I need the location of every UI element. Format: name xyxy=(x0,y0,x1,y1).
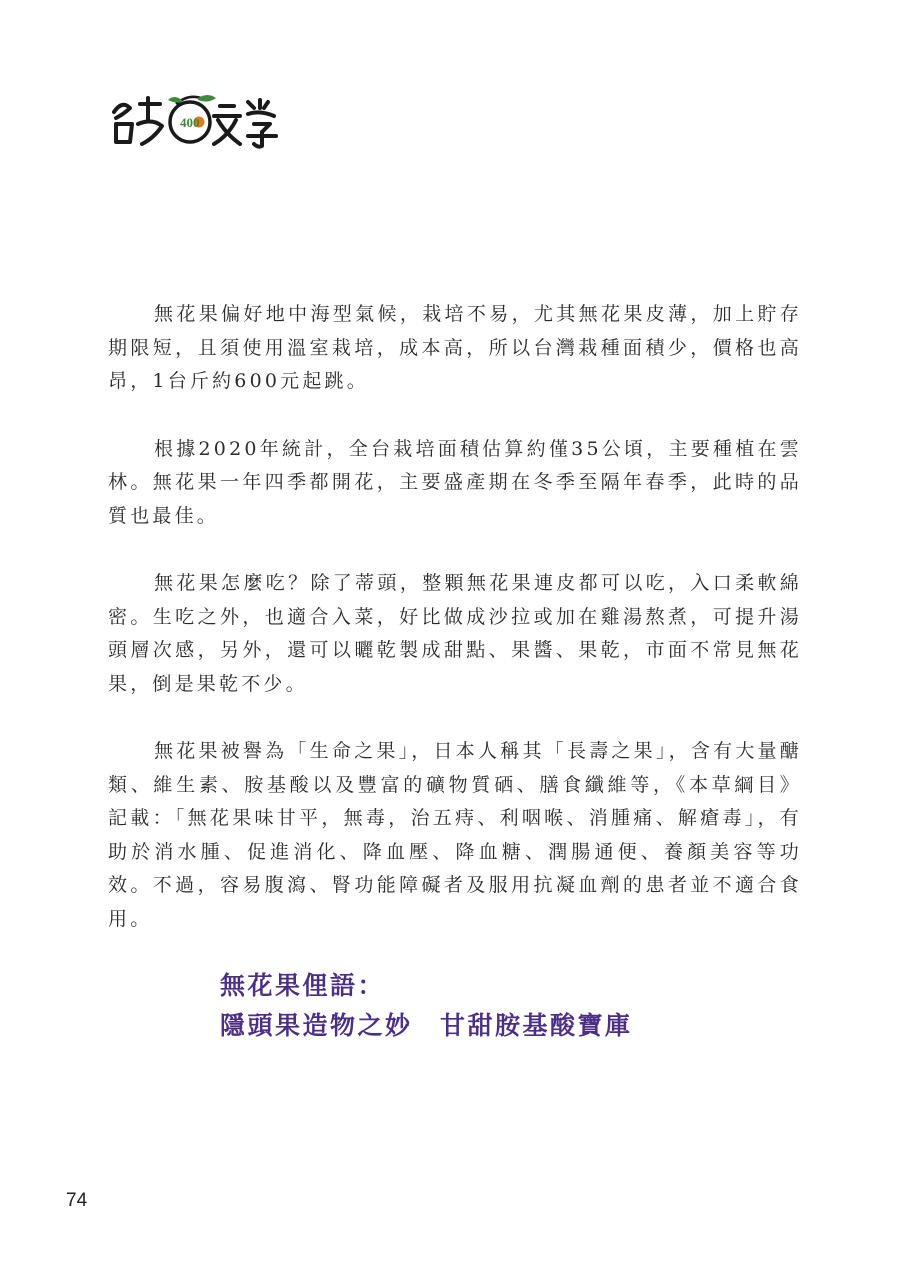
paragraph-climate-price: 無花果偏好地中海型氣候，栽培不易，尤其無花果皮薄，加上貯存期限短，且須使用溫室栽培，成本高，所以台灣栽種面積少，價格也高昂，1台斤約600元起跳。 xyxy=(108,303,802,392)
paragraph-how-to-eat: 無花果怎麼吃？除了蒂頭，整顆無花果連皮都可以吃，入口柔軟綿密。生吃之外，也適合入菜，好比做成沙拉或加在雞湯熬煮，可提升湯頭層次感，另外，還可以曬乾製成甜點、果醬、果乾，市面不常見無花果，倒是果乾不少。 xyxy=(108,572,802,695)
book-logo xyxy=(108,90,283,152)
paragraph-cultivation-area: 根據2020年統計，全台栽培面積估算約僅35公頃，主要種植在雲林。無花果一年四季都開花，主要盛產期在冬季至隔年春季，此時的品質也最佳。 xyxy=(108,437,802,527)
saying-text: 隱頭果造物之妙 甘甜胺基酸寶庫 xyxy=(220,1011,633,1040)
fig-saying xyxy=(220,966,633,1046)
saying-title: 無花果俚語： xyxy=(220,971,386,1000)
page-number: 74 xyxy=(66,1190,88,1211)
article-body xyxy=(108,298,802,970)
book-logo-image xyxy=(108,90,283,152)
logo-number: 400 xyxy=(180,115,200,130)
paragraph-health-benefits: 無花果被譽為「生命之果」，日本人稱其「長壽之果」，含有大量醣類、維生素、胺基酸以及豐富的礦物質硒、膳食纖維等，《本草綱目》記載：「無花果味甘平，無毒，治五痔、利咽喉、消腫痛、解瘡毒」，有助於消水腫、促進消化、降血壓、降血糖、潤腸通便、養顏美容等功效。不過，容易腹瀉、腎功能障礙者及服用抗凝血劑的患者並不適合食用。 xyxy=(108,740,802,930)
